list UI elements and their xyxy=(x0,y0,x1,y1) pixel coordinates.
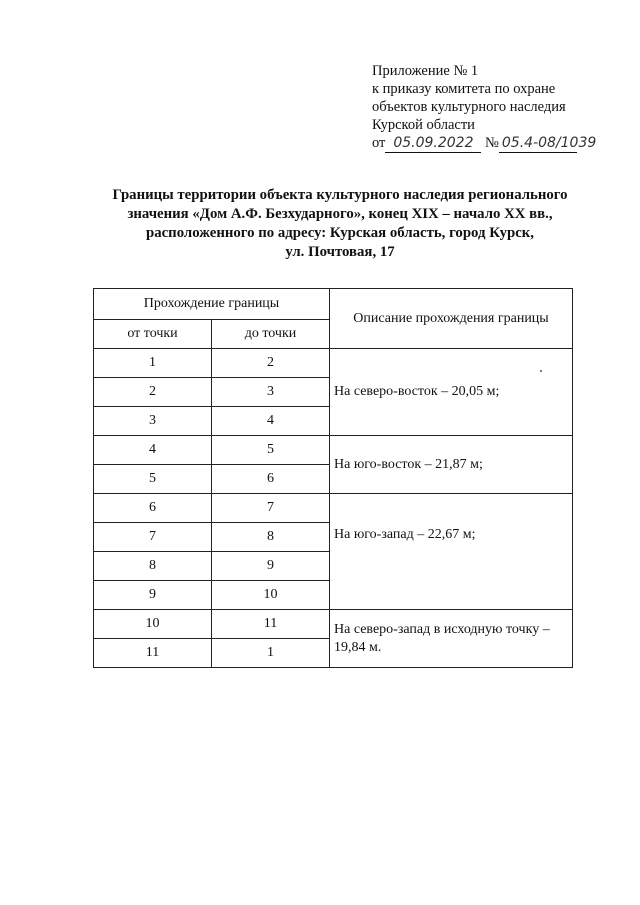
title-line-1: Границы территории объекта культурного наследия регионального xyxy=(112,187,568,203)
cell-from: 4 xyxy=(94,436,212,465)
cell-to: 4 xyxy=(212,407,330,436)
cell-to: 10 xyxy=(212,581,330,610)
handwritten-date: 05.09.2022 xyxy=(385,134,481,153)
cell-to: 6 xyxy=(212,465,330,494)
description-northeast: На северо-восток – 20,05 м; xyxy=(330,349,573,436)
table-header-row xyxy=(94,289,573,320)
description-southeast: На юго-восток – 21,87 м; xyxy=(330,436,573,494)
cell-from: 8 xyxy=(94,552,212,581)
cell-to: 9 xyxy=(212,552,330,581)
date-prefix: от xyxy=(372,135,386,151)
title-line-4: ул. Почтовая, 17 xyxy=(285,244,395,260)
cell-to: 5 xyxy=(212,436,330,465)
table-row xyxy=(94,494,573,523)
description-northwest: На северо-запад в исходную точку – 19,84 м. xyxy=(330,610,573,668)
header-to: до точки xyxy=(212,320,330,349)
annex-title: Приложение № 1 xyxy=(372,63,479,79)
cell-from: 10 xyxy=(94,610,212,639)
cell-from: 1 xyxy=(94,349,212,378)
cell-to: 11 xyxy=(212,610,330,639)
cell-to: 8 xyxy=(212,523,330,552)
boundary-table xyxy=(93,288,573,668)
table-row xyxy=(94,436,573,465)
handwritten-number: 05.4-08/1039 xyxy=(499,134,577,153)
annex-header xyxy=(372,62,597,153)
description-southwest: На юго-запад – 22,67 м; xyxy=(330,494,573,610)
title-line-3: расположенного по адресу: Курская область, город Курск, xyxy=(145,225,534,241)
annex-line-order: к приказу комитета по охране xyxy=(372,81,556,97)
cell-to: 7 xyxy=(212,494,330,523)
table-row xyxy=(94,349,573,378)
header-from: от точки xyxy=(94,320,212,349)
cell-to: 3 xyxy=(212,378,330,407)
title-line-2: значения «Дом А.Ф. Безхударного», конец XIX – начало XX вв., xyxy=(127,206,553,222)
cell-to: 1 xyxy=(212,639,330,668)
annex-line-objects: объектов культурного наследия xyxy=(372,99,566,115)
number-prefix: № xyxy=(485,135,499,151)
annex-date-number-line xyxy=(372,134,597,153)
cell-from: 5 xyxy=(94,465,212,494)
annex-line-region: Курской области xyxy=(372,117,475,133)
document-title xyxy=(90,186,590,262)
table-row xyxy=(94,610,573,639)
cell-to: 2 xyxy=(212,349,330,378)
cell-from: 2 xyxy=(94,378,212,407)
cell-from: 7 xyxy=(94,523,212,552)
cell-from: 11 xyxy=(94,639,212,668)
header-description: Описание прохождения границы xyxy=(330,289,573,349)
cell-from: 3 xyxy=(94,407,212,436)
header-passage: Прохождение границы xyxy=(94,289,330,320)
cell-from: 9 xyxy=(94,581,212,610)
cell-from: 6 xyxy=(94,494,212,523)
